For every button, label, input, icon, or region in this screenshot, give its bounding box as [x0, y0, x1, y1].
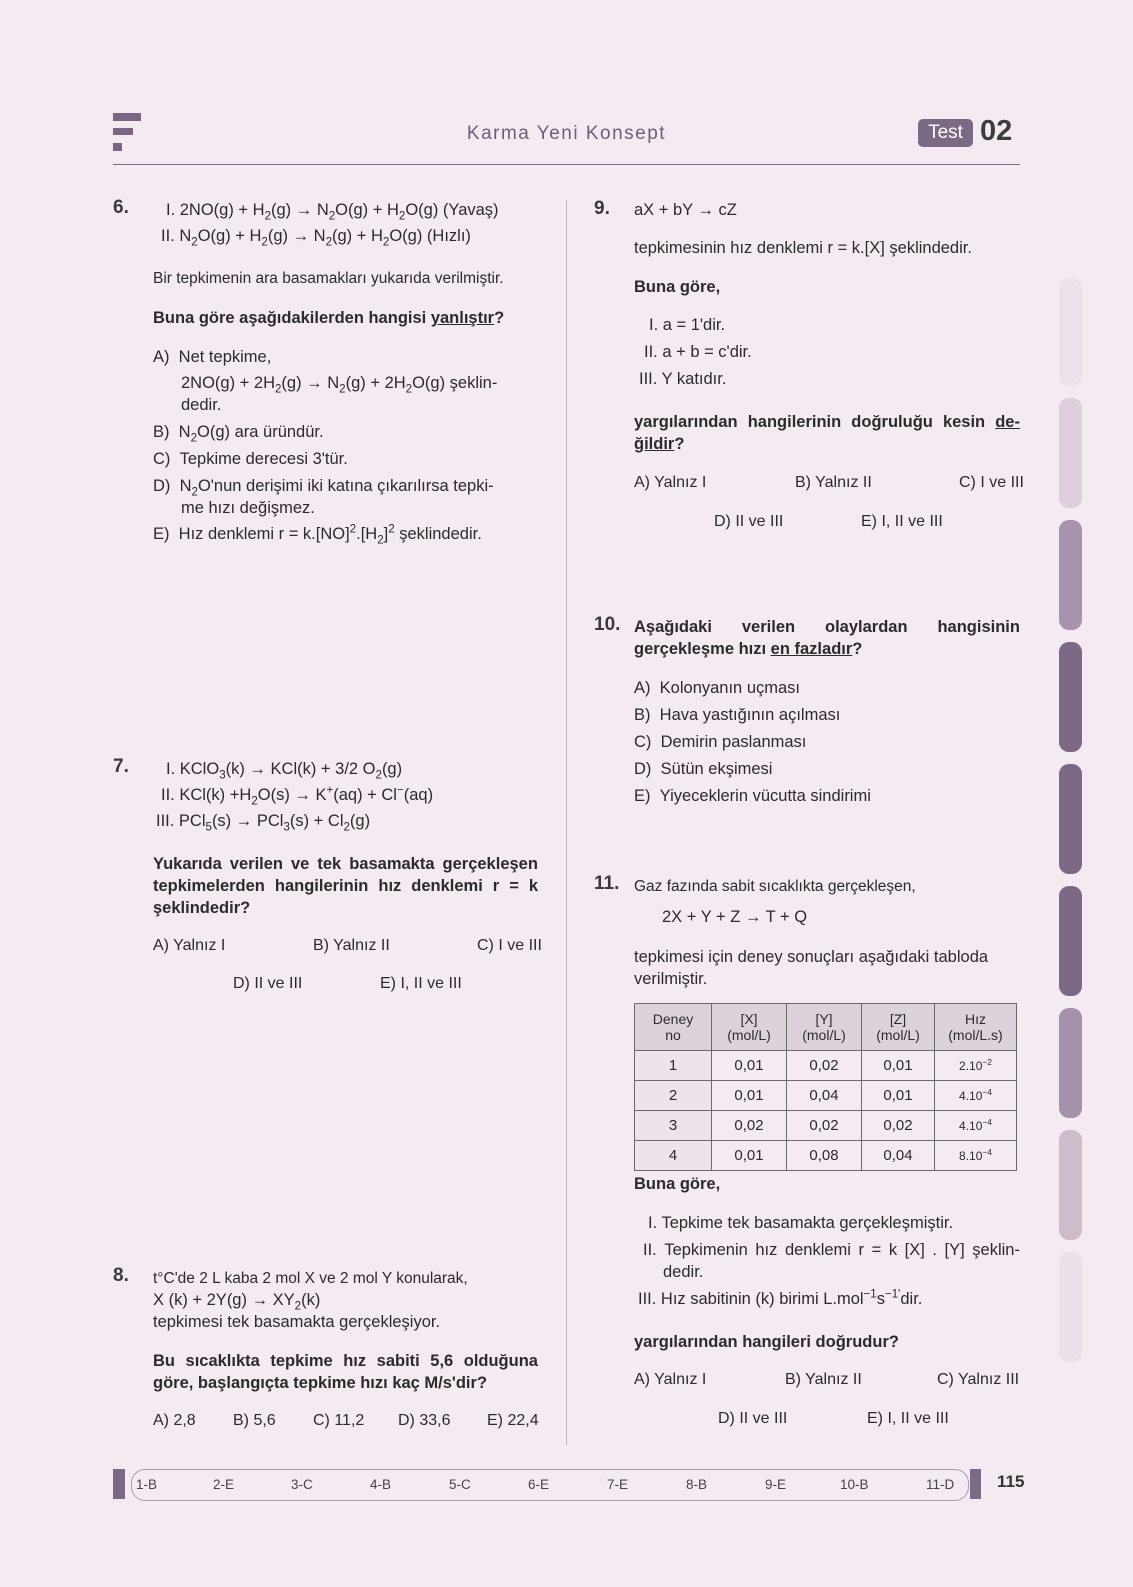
col-header-y: [Y] (mol/L) [787, 1004, 862, 1051]
table-row: 4 0,01 0,08 0,04 $8.10^{-4}$ [635, 1141, 1017, 1171]
q9-item-3: III. Y katıdır. [639, 370, 727, 388]
header-title: Karma Yeni Konsept [466, 123, 667, 144]
q7-option-a[interactable]: A) Yalnız I [153, 937, 226, 954]
q11-question: yargılarından hangileri doğrudur? [634, 1333, 899, 1351]
answer-3: 3-C [291, 1477, 313, 1492]
side-tab[interactable] [1059, 764, 1082, 874]
q9-buna-gore: Buna göre, [634, 278, 721, 296]
q7-option-e[interactable]: E) I, II ve III [380, 975, 462, 992]
q6-reaction-1: I. $2NO(g) + H_2(g) \to N_2O(g) + H_2O(g)$ (Yavaş) [166, 201, 499, 223]
q11-option-c[interactable]: C) Yalnız III [937, 1371, 1020, 1388]
q6-option-a-cont: dedir. [181, 396, 222, 414]
q8-line-1: t°C'de 2 L kaba 2 mol X ve 2 mol Y konularak, [153, 1270, 468, 1287]
q11-reaction: 2X + Y + Z → T + Q [662, 908, 808, 926]
q9-option-d[interactable]: D) II ve III [714, 513, 784, 530]
question-9-number: 9. [594, 198, 610, 219]
test-number: 02 [980, 115, 1013, 147]
col-header-no: Deney no [635, 1004, 712, 1051]
q10-option-d[interactable]: D) Sütün ekşimesi [634, 760, 773, 778]
answer-6: 6-E [528, 1477, 550, 1492]
col-header-z: [Z] (mol/L) [862, 1004, 935, 1051]
q10-question-line-2: gerçekleşme hızı en fazladır? [634, 640, 863, 658]
answer-11: 11-D [926, 1477, 955, 1492]
q6-option-d-cont: me hızı değişmez. [181, 499, 315, 517]
q11-line-1: Gaz fazında sabit sıcaklıkta gerçekleşen, [634, 878, 916, 895]
answer-key-bar [131, 1469, 969, 1501]
q7-option-c[interactable]: C) I ve III [477, 937, 542, 954]
q11-buna-gore: Buna göre, [634, 1175, 721, 1193]
q6-option-a[interactable]: A) Net tepkime, [153, 348, 272, 366]
question-11-number: 11. [594, 873, 620, 894]
side-tab[interactable] [1059, 1008, 1082, 1118]
table-row: 3 0,02 0,02 0,02 $4.10^{-4}$ [635, 1111, 1017, 1141]
header-divider [113, 164, 1020, 165]
col-header-x: [X] (mol/L) [712, 1004, 787, 1051]
q10-option-a[interactable]: A) Kolonyanın uçması [634, 679, 801, 697]
q8-question-line-1: Bu sıcaklıkta tepkime hız sabiti 5,6 olduğuna [153, 1352, 538, 1370]
side-tab[interactable] [1059, 1130, 1082, 1240]
experiment-table [634, 1003, 1017, 1171]
q9-option-a[interactable]: A) Yalnız I [634, 474, 707, 491]
q8-option-d[interactable]: D) 33,6 [398, 1412, 451, 1429]
col-header-rate: Hız (mol/L.s) [935, 1004, 1017, 1051]
side-tab[interactable] [1059, 1252, 1082, 1362]
q8-option-c[interactable]: C) 11,2 [313, 1412, 365, 1429]
question-10-number: 10. [594, 614, 621, 635]
side-tab[interactable] [1059, 886, 1082, 996]
q9-option-e[interactable]: E) I, II ve III [861, 513, 943, 530]
q7-option-b[interactable]: B) Yalnız II [313, 937, 390, 954]
test-badge: Test [918, 119, 973, 147]
answer-1: 1-B [136, 1477, 158, 1492]
q6-option-c[interactable]: C) Tepkime derecesi 3'tür. [153, 450, 348, 468]
q6-intro: Bir tepkimenin ara basamakları yukarıda verilmiştir. [153, 270, 504, 287]
q8-question-line-2: göre, başlangıçta tepkime hızı kaç M/s'dir? [153, 1374, 488, 1392]
q11-option-a[interactable]: A) Yalnız I [634, 1371, 707, 1388]
answer-9: 9-E [765, 1477, 787, 1492]
table-header-row [635, 1004, 1017, 1051]
q11-option-e[interactable]: E) I, II ve III [867, 1410, 949, 1427]
answer-bar-right-mark [970, 1469, 981, 1499]
q9-item-1: I. a = 1'dir. [649, 316, 726, 334]
q9-reaction: aX + bY → cZ [634, 201, 737, 219]
q8-option-b[interactable]: B) 5,6 [233, 1412, 276, 1429]
side-tab[interactable] [1059, 520, 1082, 630]
q7-reaction-2: II. $KCl(k) +H_2O(s) \to K^+(aq) + Cl^-(aq)$ [161, 784, 434, 808]
table-row: 2 0,01 0,04 0,01 $4.10^{-4}$ [635, 1081, 1017, 1111]
q7-question-line-3: şeklindedir? [153, 899, 251, 917]
q8-line-2: X $(k) + 2Y(g) \to XY_2(k)$ [153, 1291, 321, 1313]
q6-reaction-2: II. $N_2O(g) + H_2(g) \to N_2(g) + H_2O(g)$ (Hızlı) [161, 227, 471, 249]
answer-8: 8-B [686, 1477, 708, 1492]
q11-text-line-1: tepkimesi için deney sonuçları aşağıdaki tabloda [634, 948, 989, 966]
table-row: 1 0,01 0,02 0,01 $2.10^{-2}$ [635, 1051, 1017, 1081]
q10-option-e[interactable]: E) Yiyeceklerin vücutta sindirimi [634, 787, 871, 805]
q11-item-1: I. Tepkime tek basamakta gerçekleşmiştir. [648, 1214, 954, 1232]
question-7-number: 7. [113, 756, 129, 777]
q9-option-c[interactable]: C) I ve III [959, 474, 1024, 491]
q7-reaction-1: I. KClO$_3$(k) → KCl(k) + 3/2 $O_2(g)$ [166, 760, 403, 782]
q6-option-d[interactable]: D) $N_2O'nun$ derişimi iki katına çıkarılırsa tepki- [153, 477, 494, 499]
q11-option-d[interactable]: D) II ve III [718, 1410, 788, 1427]
q10-option-b[interactable]: B) Hava yastığının açılması [634, 706, 841, 724]
q9-question-line-2: ğildir? [634, 435, 685, 453]
q8-option-a[interactable]: A) 2,8 [153, 1412, 196, 1429]
side-tab[interactable] [1059, 398, 1082, 508]
q11-item-2: II. Tepkimenin hız denklemi r = k [X] . [Y] şeklin- [643, 1241, 1020, 1259]
page-number: 115 [997, 1472, 1025, 1491]
q9-text: tepkimesinin hız denklemi r = k.[X] şeklindedir. [634, 239, 972, 257]
question-8-number: 8. [113, 1265, 129, 1286]
q8-option-e[interactable]: E) 22,4 [487, 1412, 539, 1429]
q6-option-b[interactable]: B) $N_2O(g)$ ara üründür. [153, 423, 324, 445]
q7-reaction-3: III. $PCl_5(s) \to PCl_3(s) + Cl_2(g)$ [156, 812, 371, 834]
q7-option-d[interactable]: D) II ve III [233, 975, 303, 992]
answer-10: 10-B [840, 1477, 869, 1492]
side-tab[interactable] [1059, 642, 1082, 752]
q11-text-line-2: verilmiştir. [634, 970, 708, 988]
answer-bar-left-mark [113, 1469, 125, 1499]
answer-7: 7-E [607, 1477, 629, 1492]
column-divider [566, 200, 567, 1445]
q9-item-2: II. a + b = c'dir. [644, 343, 752, 361]
answer-2: 2-E [213, 1477, 235, 1492]
answer-4: 4-B [370, 1477, 392, 1492]
q7-question-line-1: Yukarıda verilen ve tek basamakta gerçekleşen [153, 855, 538, 873]
side-tab[interactable] [1059, 278, 1082, 386]
q11-item-3: III. Hız sabitinin (k) birimi $L.mol^{-1}s^{-1'}dir$. [638, 1288, 923, 1308]
q6-option-a-equation: $2NO(g) + 2H_2(g) \to N_2(g) + 2H_2O(g)$ şeklin- [181, 374, 498, 396]
q10-option-c[interactable]: C) Demirin paslanması [634, 733, 807, 751]
question-6-number: 6. [113, 197, 129, 218]
q6-question: Buna göre aşağıdakilerden hangisi yanlıştır? [153, 309, 505, 327]
q6-option-e[interactable]: E) Hız denklemi $r = k.[NO]^2.[H_2]^2$ şeklindedir. [153, 523, 482, 547]
q10-question-line-1: Aşağıdaki verilen olaylardan hangisinin [634, 618, 1020, 636]
answer-5: 5-C [449, 1477, 471, 1492]
q9-question-line-1: yargılarından hangilerinin doğruluğu kesin de- [634, 413, 1020, 431]
q7-question-line-2: tepkimelerden hangilerinin hız denklemi r = k [153, 877, 538, 895]
q11-item-2-cont: dedir. [663, 1263, 704, 1281]
q11-option-b[interactable]: B) Yalnız II [785, 1371, 862, 1388]
q8-line-3: tepkimesi tek basamakta gerçekleşiyor. [153, 1313, 441, 1331]
q9-option-b[interactable]: B) Yalnız II [795, 474, 872, 491]
